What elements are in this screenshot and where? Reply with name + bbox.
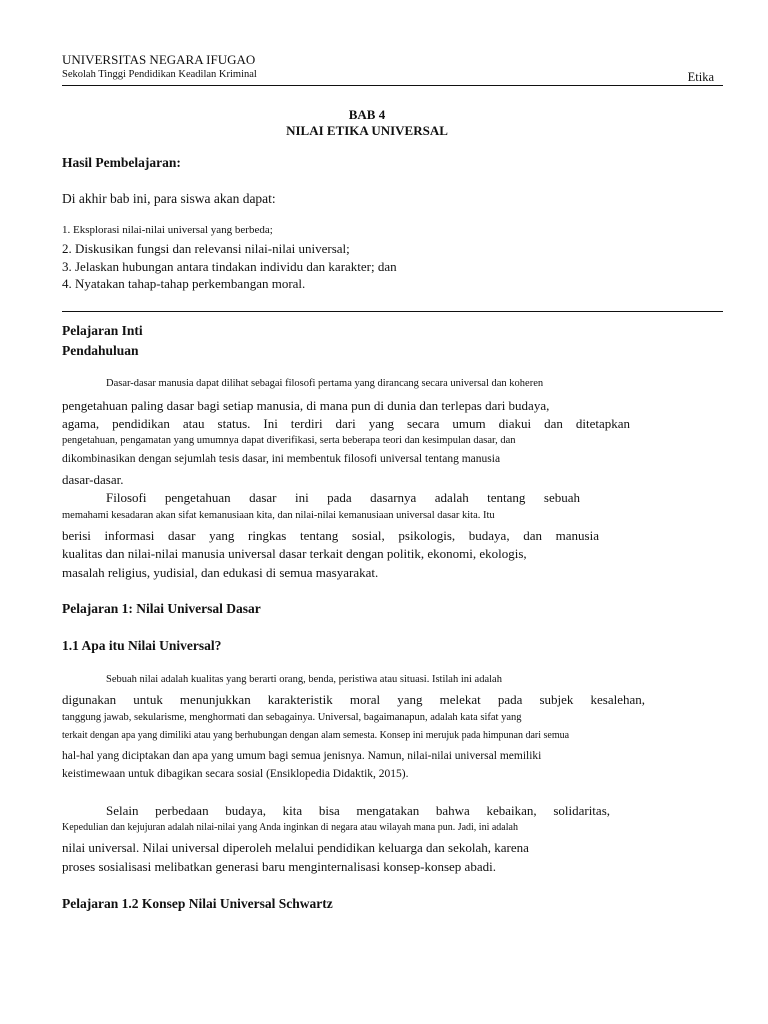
paragraph-line: keistimewaan untuk dibagikan secara sosial (Ensiklopedia Didaktik, 2015).: [62, 768, 409, 780]
paragraph-line: kualitas dan nilai-nilai manusia universal dasar terkait dengan politik, ekonomi, ekologis,: [62, 546, 527, 561]
paragraph-line: proses sosialisasi melibatkan generasi baru menginternalisasi konsep-konsep abadi.: [62, 859, 496, 874]
course-name: Etika: [687, 70, 714, 84]
section-rule: [62, 311, 723, 312]
header-rule: [62, 85, 723, 86]
school-name: Sekolah Tinggi Pendidikan Keadilan Kriminal: [62, 69, 257, 80]
paragraph-line: terkait dengan apa yang dimiliki atau yang berhubungan dengan alam semesta. Konsep ini merujuk pada himpunan dari semua: [62, 730, 570, 741]
paragraph-line: Filosofi pengetahuan dasar ini pada dasarnya adalah tentang sebuah: [106, 490, 580, 505]
outcome-item: 2. Diskusikan fungsi dan relevansi nilai-nilai universal;: [62, 241, 350, 256]
lesson1-subheading: 1.1 Apa itu Nilai Universal?: [62, 638, 222, 653]
university-name: UNIVERSITAS NEGARA IFUGAO: [62, 52, 256, 67]
lesson1-heading: Pelajaran 1: Nilai Universal Dasar: [62, 601, 261, 616]
paragraph-line: Kepedulian dan kejujuran adalah nilai-nilai yang Anda inginkan di negara atau wilayah mana pun. Jadi, ini adalah: [62, 822, 518, 833]
outcome-item: 1. Eksplorasi nilai-nilai universal yang berbeda;: [62, 224, 273, 236]
lesson12-heading: Pelajaran 1.2 Konsep Nilai Universal Schwartz: [62, 896, 333, 911]
core-heading: Pelajaran Inti: [62, 323, 143, 338]
paragraph-line: dasar-dasar.: [62, 472, 124, 487]
paragraph-line: berisi informasi dasar yang ringkas tentang sosial, psikologis, budaya, dan manusia: [62, 528, 599, 543]
outcome-item: 3. Jelaskan hubungan antara tindakan individu dan karakter; dan: [62, 259, 397, 274]
intro-heading: Pendahuluan: [62, 343, 139, 358]
paragraph-line: agama, pendidikan atau status. Ini terdiri dari yang secara umum diakui dan ditetapkan: [62, 416, 630, 431]
paragraph-line: Dasar-dasar manusia dapat dilihat sebagai filosofi pertama yang dirancang secara universal dan koheren: [106, 378, 544, 389]
paragraph-line: nilai universal. Nilai universal diperoleh melalui pendidikan keluarga dan sekolah, karena: [62, 840, 529, 855]
paragraph-line: dikombinasikan dengan sejumlah tesis dasar, ini membentuk filosofi universal tentang manusia: [62, 453, 501, 465]
chapter-number: BAB 4: [348, 107, 386, 122]
paragraph-line: tanggung jawab, sekularisme, menghormati dan sebagainya. Universal, bagaimanapun, adalah kata sifat yang: [62, 712, 522, 723]
outcomes-intro: Di akhir bab ini, para siswa akan dapat:: [62, 191, 276, 206]
paragraph-line: digunakan untuk menunjukkan karakteristik moral yang melekat pada subjek kesalehan,: [62, 692, 645, 707]
paragraph-line: pengetahuan paling dasar bagi setiap manusia, di mana pun di dunia dan terlepas dari budaya,: [62, 398, 550, 413]
paragraph-line: hal-hal yang diciptakan dan apa yang umum bagi semua jenisnya. Namun, nilai-nilai universal memiliki: [62, 750, 542, 762]
chapter-title: NILAI ETIKA UNIVERSAL: [286, 123, 448, 138]
paragraph-line: memahami kesadaran akan sifat kemanusiaan kita, dan nilai-nilai kemanusiaan universal dasar kita. Itu: [62, 510, 495, 521]
paragraph-line: masalah religius, yudisial, dan edukasi di semua masyarakat.: [62, 565, 379, 580]
paragraph-line: Sebuah nilai adalah kualitas yang berarti orang, benda, peristiwa atau situasi. Istilah ini adalah: [106, 674, 502, 685]
outcome-item: 4. Nyatakan tahap-tahap perkembangan moral.: [62, 276, 306, 291]
outcomes-heading: Hasil Pembelajaran:: [62, 155, 181, 170]
paragraph-line: pengetahuan, pengamatan yang umumnya dapat diverifikasi, serta beberapa teori dan kesimpulan dasar, dan: [62, 435, 516, 446]
paragraph-line: Selain perbedaan budaya, kita bisa mengatakan bahwa kebaikan, solidaritas,: [106, 803, 610, 818]
